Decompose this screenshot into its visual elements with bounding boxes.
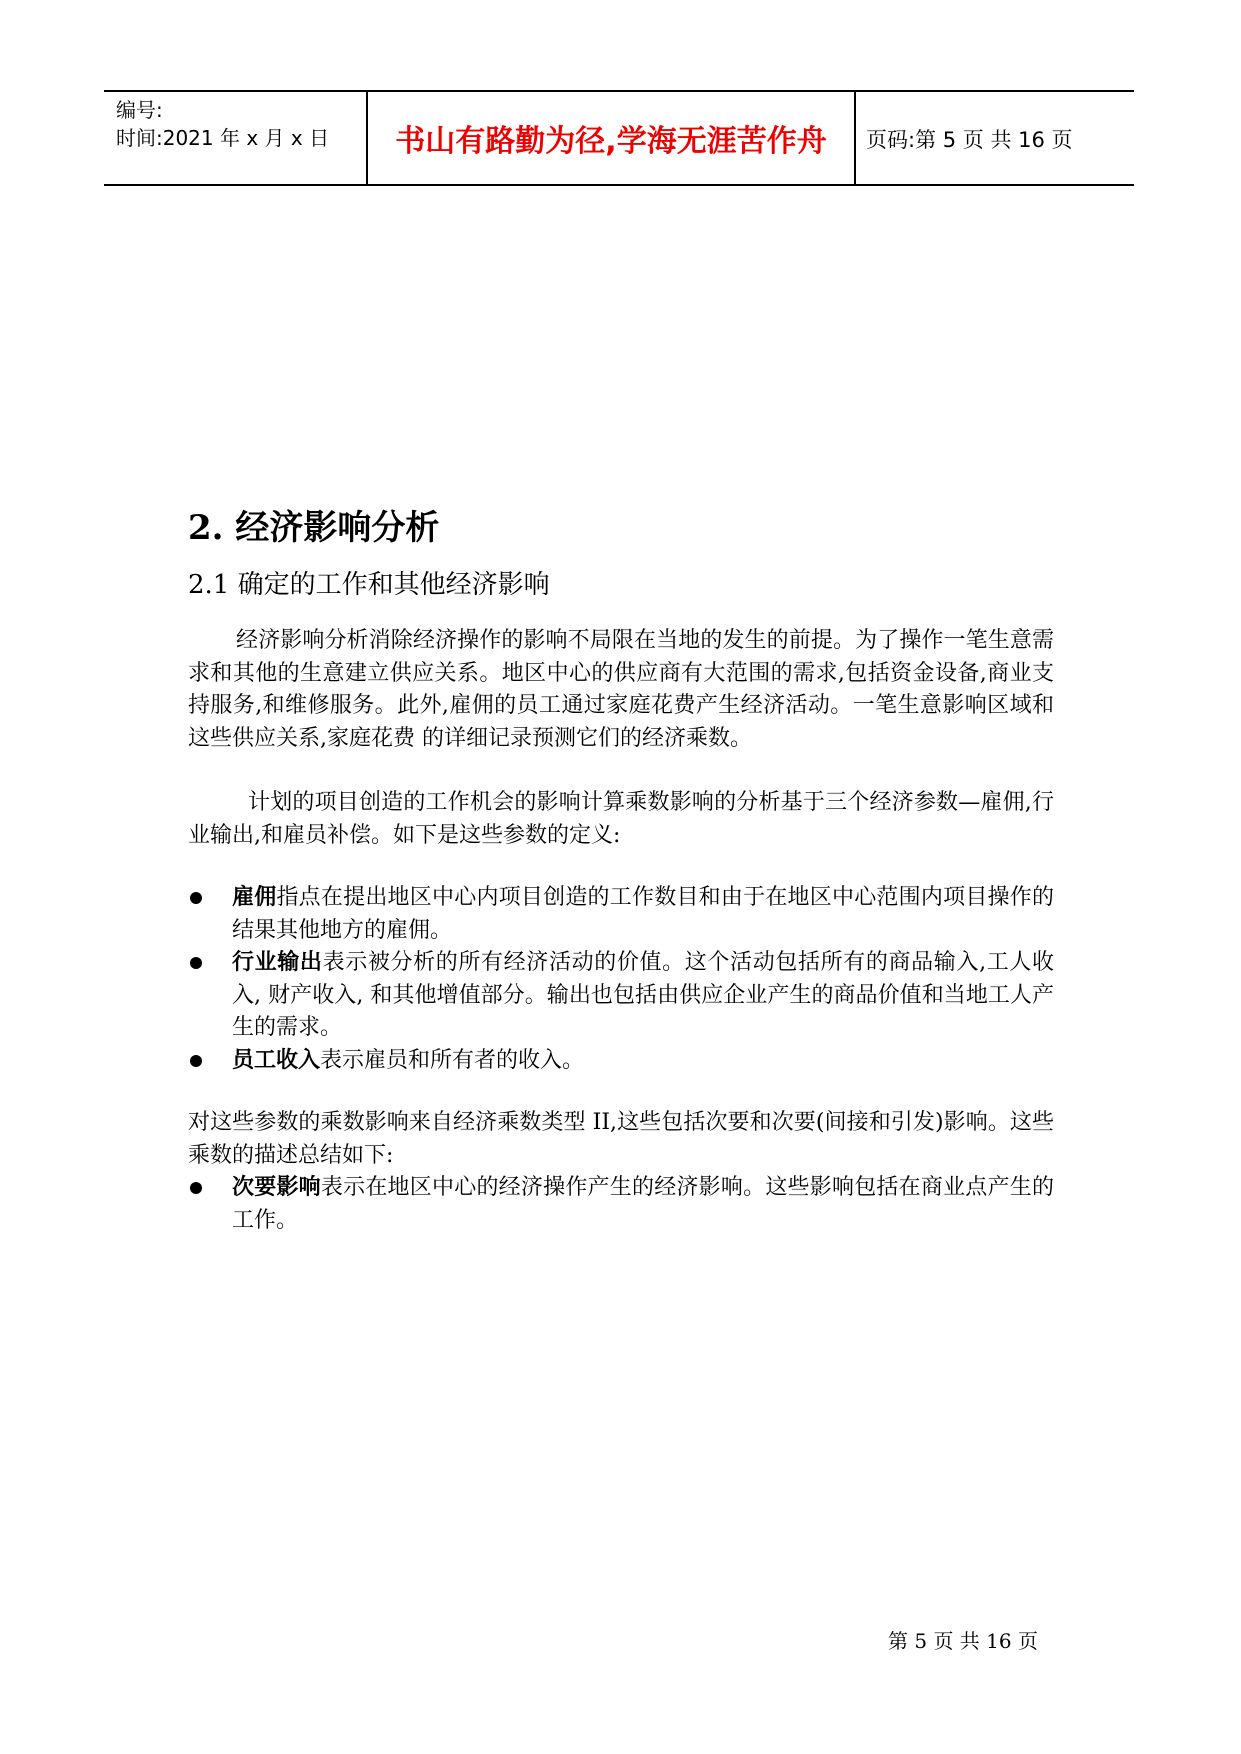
definition-text: 指点在提出地区中心内项目创造的工作数目和由于在地区中心范围内项目操作的结果其他地方的雇佣。 bbox=[232, 885, 1054, 943]
header-table bbox=[104, 90, 1134, 186]
bullet-icon bbox=[190, 957, 202, 969]
definition-term: 雇佣 bbox=[232, 885, 277, 911]
definition-text: 表示雇员和所有者的收入。 bbox=[320, 1047, 585, 1073]
definition-term: 次要影响 bbox=[232, 1175, 321, 1201]
list-item bbox=[188, 882, 1054, 947]
body-paragraph: 经济影响分析消除经济操作的影响不局限在当地的发生的前提。为了操作一笔生意需求和其他的生意建立供应关系。地区中心的供应商有大范围的需求,包括资金设备,商业支持服务,和维修服务。此外,雇佣的员工通过家庭花费产生经济活动。一笔生意影响区域和这些供应关系,家庭花费 的详细记录预测它们的经济乘数。 bbox=[188, 628, 1054, 751]
list-item bbox=[188, 947, 1054, 1045]
document-date-label: 时间:2021 年 x 月 x 日 bbox=[116, 126, 330, 150]
body-paragraph: 计划的项目创造的工作机会的影响计算乘数影响的分析基于三个经济参数—雇佣,行业输出,和雇员补偿。如下是这些参数的定义: bbox=[188, 790, 1054, 848]
page-footer: 第 5 页 共 16 页 bbox=[888, 1629, 1038, 1653]
document-number-label: 编号: bbox=[116, 98, 163, 122]
definition-term: 行业输出 bbox=[232, 950, 323, 976]
header-meta-cell bbox=[104, 92, 368, 184]
bullet-icon bbox=[190, 1055, 202, 1067]
list-item bbox=[188, 1045, 1054, 1078]
header-page-info: 页码:第 5 页 共 16 页 bbox=[866, 128, 1073, 152]
header-motto: 书山有路勤为径,学海无涯苦作舟 bbox=[395, 124, 827, 159]
header-motto-cell bbox=[368, 92, 856, 184]
header-page-cell bbox=[856, 92, 1134, 184]
definition-list bbox=[188, 882, 1054, 1077]
definition-term: 员工收入 bbox=[232, 1047, 321, 1073]
subsection-title: 2.1 确定的工作和其他经济影响 bbox=[188, 569, 550, 600]
document-body bbox=[188, 508, 1054, 1237]
body-paragraph: 对这些参数的乘数影响来自经济乘数类型 II,这些包括次要和次要(间接和引发)影响。这些乘数的描述总结如下: bbox=[188, 1110, 1054, 1168]
definition-text: 表示被分析的所有经济活动的价值。这个活动包括所有的商品输入,工人收入, 财产收入, 和其他增值部分。输出也包括由供应企业产生的商品价值和当地工人产生的需求。 bbox=[232, 950, 1054, 1041]
bullet-icon bbox=[190, 1182, 202, 1194]
definition-list bbox=[188, 1172, 1054, 1237]
definition-text: 表示在地区中心的经济操作产生的经济影响。这些影响包括在商业点产生的工作。 bbox=[232, 1175, 1054, 1233]
list-item bbox=[188, 1172, 1054, 1237]
section-title: 2. 经济影响分析 bbox=[188, 508, 440, 548]
bullet-icon bbox=[190, 892, 202, 904]
